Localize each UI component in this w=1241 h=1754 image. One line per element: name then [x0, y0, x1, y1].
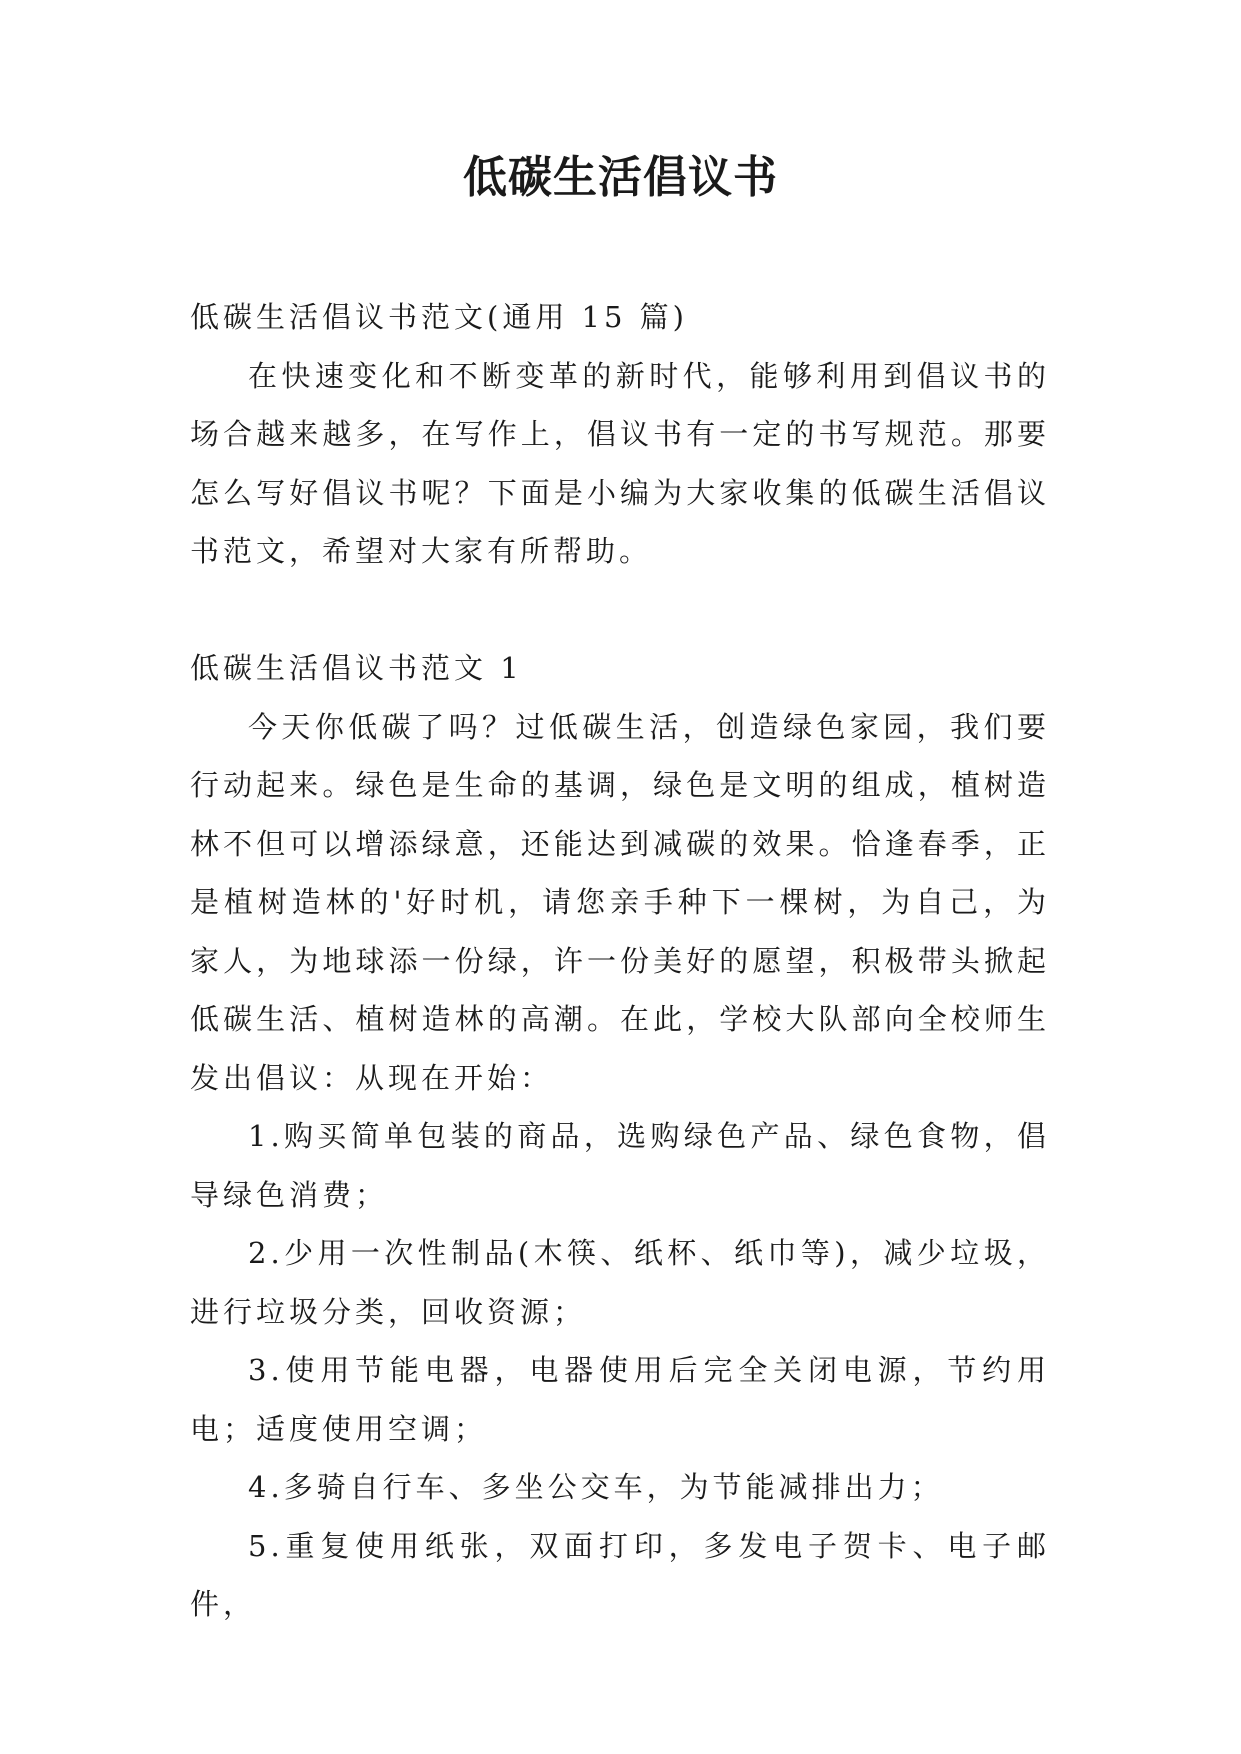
document-title: 低碳生活倡议书: [463, 152, 778, 203]
section-heading: 低碳生活倡议书范文 1: [190, 651, 523, 685]
section-paragraph: 今天你低碳了吗？过低碳生活，创造绿色家园，我们要行动起来。绿色是生命的基调，绿色是文明的组成，植树造林不但可以增添绿意，还能达到减碳的效果。恰逢春季，正是植树造林的'好时机，请您亲手种下一棵树，为自己，为家人，为地球添一份绿，许一份美好的愿望，积极带头掀起低碳生活、植树造林的高潮。在此，学校大队部向全校师生发出倡议：从现在开始：: [190, 709, 1050, 1095]
document-body: [190, 288, 1050, 1634]
list-item: 1.购买简单包装的商品，选购绿色产品、绿色食物，倡导绿色消费；: [190, 1119, 1050, 1212]
document-subtitle: 低碳生活倡议书范文(通用 15 篇): [190, 300, 688, 334]
paragraph-spacer: [190, 581, 1050, 640]
list-item: 4.多骑自行车、多坐公交车，为节能减排出力；: [248, 1470, 944, 1504]
intro-paragraph: 在快速变化和不断变革的新时代，能够利用到倡议书的场合越来越多，在写作上，倡议书有一定的书写规范。那要怎么写好倡议书呢？下面是小编为大家收集的低碳生活倡议书范文，希望对大家有所帮助。: [190, 358, 1050, 568]
list-item: 5.重复使用纸张，双面打印，多发电子贺卡、电子邮件，: [190, 1528, 1050, 1621]
list-item: 2.少用一次性制品(木筷、纸杯、纸巾等)，减少垃圾，进行垃圾分类，回收资源；: [190, 1236, 1050, 1329]
list-item: 3.使用节能电器，电器使用后完全关闭电源，节约用电；适度使用空调；: [190, 1353, 1050, 1446]
